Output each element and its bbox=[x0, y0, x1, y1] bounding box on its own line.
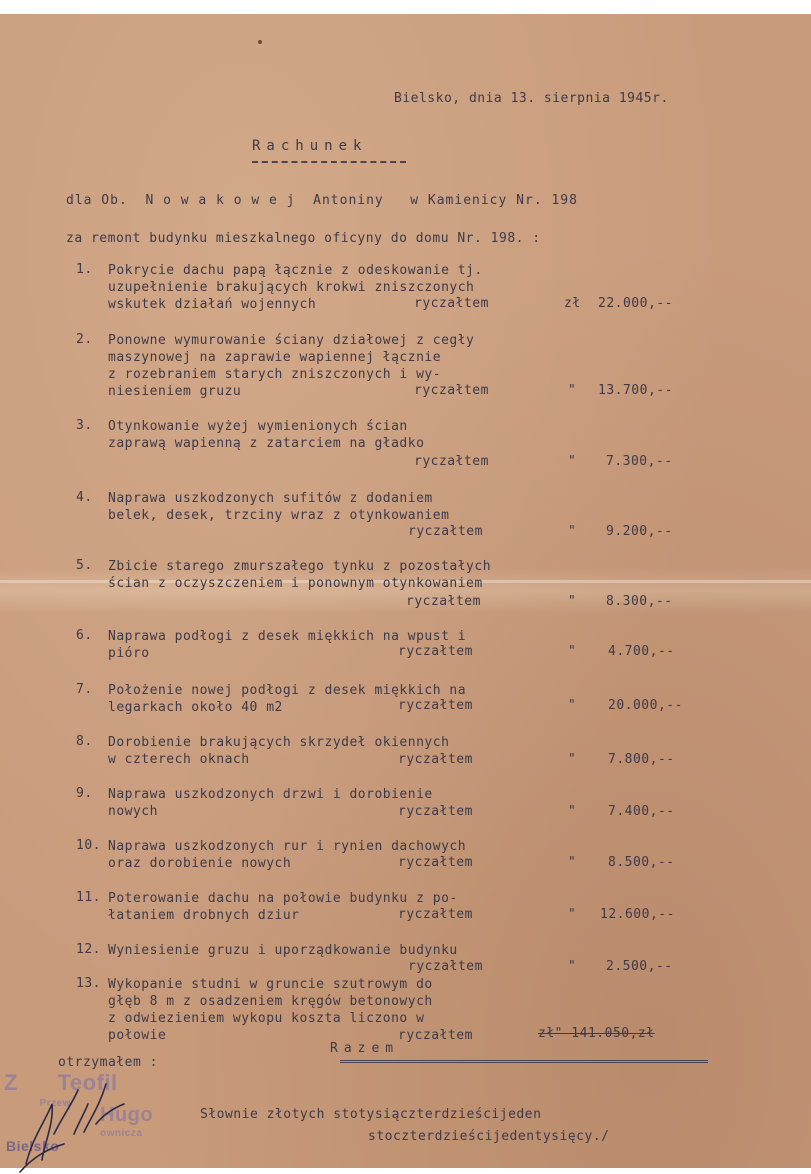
total-underline bbox=[340, 1060, 708, 1063]
recipient-line: dla Ob. N o w a k o w e j Antoniny w Kamienicy Nr. 198 bbox=[66, 193, 578, 208]
item-currency: zł bbox=[564, 296, 581, 311]
item-amount: 20.000,-- bbox=[608, 698, 683, 713]
item-description: Naprawa uszkodzonych rur i rynien dachowych oraz dorobienie nowych bbox=[108, 839, 467, 871]
item-description: Naprawa podłogi z desek miękkich na wpust i pióro bbox=[108, 629, 467, 661]
item-description: Poterowanie dachu na połowie budynku z po- łataniem drobnych dziur bbox=[108, 891, 458, 923]
item-amount: 7.800,-- bbox=[608, 752, 675, 767]
item-description: Otynkowanie wyżej wymienionych ścian zaprawą wapienną z zatarciem na gładko bbox=[108, 419, 425, 451]
document-title: Rachunek bbox=[252, 138, 368, 154]
item-currency: " bbox=[568, 855, 577, 870]
total-label: Razem bbox=[330, 1041, 400, 1056]
item-number: 10. bbox=[76, 838, 101, 853]
amount-in-words-line-1: Słownie złotych stotysiączterdzieścijeden bbox=[200, 1107, 542, 1122]
item-lump-sum: ryczałtem bbox=[408, 959, 483, 974]
item-number: 6. bbox=[76, 628, 93, 643]
item-currency: " bbox=[568, 959, 577, 974]
item-lump-sum: ryczałtem bbox=[406, 594, 481, 609]
item-amount: 12.600,-- bbox=[600, 907, 675, 922]
item-description: Zbicie starego zmurszałego tynku z pozostałych ścian z oczyszczeniem i ponownym otynkowaniem bbox=[108, 559, 492, 591]
item-description: Wykopanie studni w gruncie szutrowym do głęb 8 m z osadzeniem kręgów betonowych z odwiezieniem wykopu koszta liczono w połowie bbox=[108, 977, 433, 1043]
title-underline bbox=[252, 161, 406, 163]
item-lump-sum: ryczałtem bbox=[398, 855, 473, 870]
subject-line: za remont budynku mieszkalnego oficyny do domu Nr. 198. : bbox=[66, 231, 541, 246]
item-amount: 7.400,-- bbox=[608, 804, 675, 819]
stamp-line-1: Z Teofil bbox=[4, 1070, 118, 1095]
item-number: 5. bbox=[76, 558, 93, 573]
item-number: 3. bbox=[76, 418, 93, 433]
item-amount: 13.700,-- bbox=[598, 383, 673, 398]
item-currency: " bbox=[568, 524, 577, 539]
item-description: Dorobienie brakujących skrzydeł okiennych w czterech oknach bbox=[108, 735, 450, 767]
item-currency: " bbox=[568, 383, 577, 398]
handwritten-signature bbox=[14, 1064, 134, 1174]
invoice-document bbox=[0, 14, 811, 1168]
item-number: 11. bbox=[76, 890, 101, 905]
item-number: 2. bbox=[76, 332, 93, 347]
item-lump-sum: ryczałtem bbox=[414, 296, 489, 311]
item-description: Naprawa uszkodzonych drzwi i dorobienie nowych bbox=[108, 787, 433, 819]
item-amount: 8.500,-- bbox=[608, 855, 675, 870]
item-lump-sum: ryczałtem bbox=[414, 383, 489, 398]
item-currency: " bbox=[568, 804, 577, 819]
item-lump-sum: ryczałtem bbox=[398, 698, 473, 713]
item-description: Wyniesienie gruzu i uporządkowanie budynku bbox=[108, 943, 458, 958]
item-lump-sum: ryczałtem bbox=[398, 1028, 473, 1043]
amount-in-words-line-2: stoczterdzieścijedentysięcy./ bbox=[368, 1129, 610, 1144]
stamp-line-3: Hugo bbox=[100, 1104, 154, 1126]
item-number: 12. bbox=[76, 942, 101, 957]
item-currency: " bbox=[568, 644, 577, 659]
item-amount: 7.300,-- bbox=[606, 454, 673, 469]
item-lump-sum: ryczałtem bbox=[398, 804, 473, 819]
item-number: 9. bbox=[76, 786, 93, 801]
item-number: 13. bbox=[76, 976, 101, 991]
item-currency: " bbox=[568, 698, 577, 713]
item-lump-sum: ryczałtem bbox=[408, 524, 483, 539]
item-number: 1. bbox=[76, 262, 93, 277]
place-date: Bielsko, dnia 13. sierpnia 1945r. bbox=[394, 91, 669, 106]
item-currency: " bbox=[568, 907, 577, 922]
item-amount: 2.500,-- bbox=[606, 959, 673, 974]
total-amount: zł" 141.050,zł bbox=[538, 1026, 655, 1041]
item-currency: " bbox=[568, 454, 577, 469]
stamp-line-5: Bielsko bbox=[6, 1138, 60, 1154]
item-amount: 8.300,-- bbox=[606, 594, 673, 609]
item-lump-sum: ryczałtem bbox=[398, 907, 473, 922]
item-description: Pokrycie dachu papą łącznie z odeskowanie tj. uzupełnienie brakujących krokwi zniszczonych wskutek działań wojennych bbox=[108, 263, 483, 312]
received-label: otrzymałem : bbox=[58, 1055, 158, 1070]
item-lump-sum: ryczałtem bbox=[414, 454, 489, 469]
item-number: 7. bbox=[76, 682, 93, 697]
stamp-line-2: Przew bbox=[10, 1098, 71, 1109]
punch-hole bbox=[258, 40, 262, 44]
item-amount: 22.000,-- bbox=[598, 296, 673, 311]
item-description: Położenie nowej podłogi z desek miękkich na legarkach około 40 m2 bbox=[108, 683, 467, 715]
item-amount: 9.200,-- bbox=[606, 524, 673, 539]
item-amount: 4.700,-- bbox=[608, 644, 675, 659]
item-number: 4. bbox=[76, 490, 93, 505]
stamp-line-4: ownicza bbox=[100, 1128, 143, 1139]
item-currency: " bbox=[568, 752, 577, 767]
item-description: Naprawa uszkodzonych sufitów z dodaniem belek, desek, trzciny wraz z otynkowaniem bbox=[108, 491, 450, 523]
item-number: 8. bbox=[76, 734, 93, 749]
item-lump-sum: ryczałtem bbox=[398, 644, 473, 659]
item-description: Ponowne wymurowanie ściany działowej z cegły maszynowej na zaprawie wapiennej łącznie z rozebraniem starych zniszczonych i wy- niesieniem gruzu bbox=[108, 333, 475, 399]
item-lump-sum: ryczałtem bbox=[398, 752, 473, 767]
item-currency: " bbox=[568, 594, 577, 609]
